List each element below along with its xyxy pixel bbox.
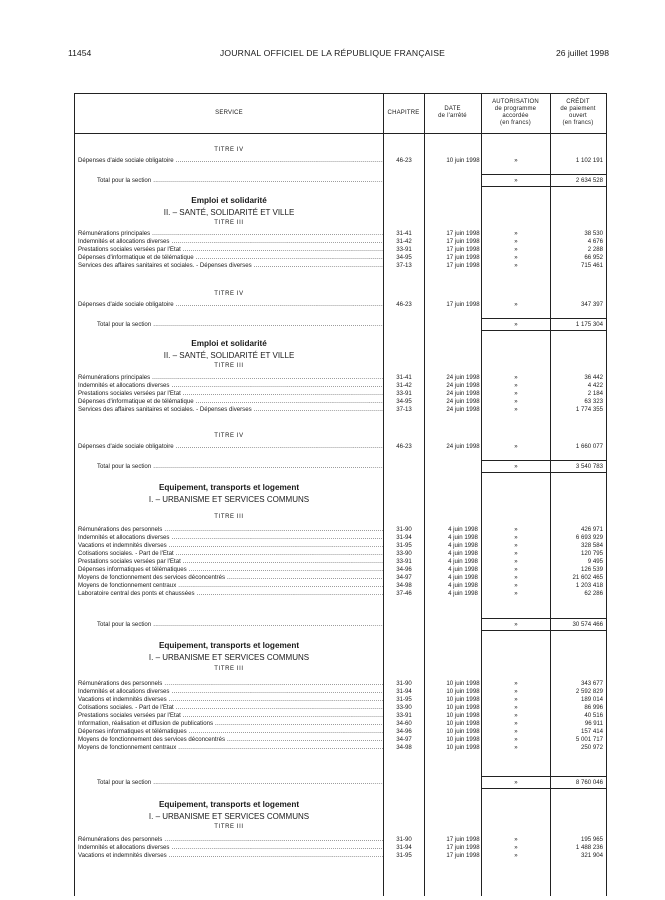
- total-rule: [481, 186, 606, 187]
- chapter-cell: 31-94: [396, 844, 412, 851]
- service-label: Moyens de fonctionnement des services déconcentrés .....: [78, 736, 383, 744]
- chapter-cell: 33-91: [396, 558, 412, 565]
- table-row: [75, 238, 606, 246]
- credit-cell: 38 530: [584, 230, 603, 237]
- credit-cell: 4 422: [587, 382, 603, 389]
- service-label: Dépenses informatiques et télématiques .....: [78, 728, 383, 736]
- date-cell: 4 juin 1998: [448, 558, 478, 565]
- authorization-cell: »: [514, 696, 518, 703]
- authorization-cell: »: [514, 321, 518, 328]
- column-header-label: CRÉDIT: [566, 99, 590, 105]
- credit-cell: 2 288: [587, 246, 603, 253]
- column-divider: [383, 94, 384, 896]
- chapter-cell: 46-23: [396, 301, 412, 308]
- chapter-cell: 34-95: [396, 398, 412, 405]
- chapter-cell: 33-90: [396, 550, 412, 557]
- authorization-cell: »: [514, 238, 518, 245]
- table-row: [75, 246, 606, 254]
- date-cell: 4 juin 1998: [448, 534, 478, 541]
- total-rule: [481, 472, 606, 473]
- date-cell: 17 juin 1998: [446, 230, 480, 237]
- chapter-cell: 31-90: [396, 836, 412, 843]
- date-cell: 17 juin 1998: [446, 238, 480, 245]
- authorization-cell: »: [514, 688, 518, 695]
- date-cell: 10 juin 1998: [446, 680, 480, 687]
- credit-cell: 6 693 929: [575, 534, 603, 541]
- table-row: [75, 844, 606, 852]
- authorization-cell: »: [514, 590, 518, 597]
- page-number: 11454: [68, 48, 92, 58]
- authorization-cell: »: [514, 398, 518, 405]
- credit-cell: 1 102 191: [575, 157, 603, 164]
- table-row: [75, 728, 606, 736]
- chapter-cell: 34-60: [396, 720, 412, 727]
- credit-cell: 1 774 355: [575, 406, 603, 413]
- date-cell: 17 juin 1998: [446, 844, 480, 851]
- chapter-cell: 31-95: [396, 696, 412, 703]
- table-row: [75, 836, 606, 844]
- credit-cell: 9 495: [587, 558, 603, 565]
- service-label: Rémunérations des personnels .....: [78, 526, 383, 534]
- chapter-cell: 34-96: [396, 566, 412, 573]
- titre-heading: TITRE III: [214, 666, 244, 672]
- table-row: [75, 550, 606, 558]
- authorization-cell: »: [514, 728, 518, 735]
- service-label: Dépenses d'informatique et de télématique .....: [78, 398, 383, 406]
- column-header-credit: [550, 94, 606, 132]
- date-cell: 4 juin 1998: [448, 590, 478, 597]
- credit-cell: 195 965: [580, 836, 603, 843]
- total-label: Total pour la section .....: [97, 177, 383, 185]
- total-label: Total pour la section .....: [97, 621, 383, 629]
- service-label: Cotisations sociales. - Part de l'Etat .....: [78, 704, 383, 712]
- date-cell: 17 juin 1998: [446, 262, 480, 269]
- column-header-chapitre: [383, 94, 424, 132]
- table-row: [75, 262, 606, 270]
- service-label: Services des affaires sanitaires et sociales. - Dépenses diverses .....: [78, 406, 383, 414]
- chapter-cell: 31-41: [396, 374, 412, 381]
- credit-cell: 62 286: [584, 590, 603, 597]
- section-heading: I. – URBANISME ET SERVICES COMMUNS: [148, 653, 310, 662]
- table-row: [75, 398, 606, 406]
- total-rule: [481, 788, 606, 789]
- titre-heading: TITRE III: [214, 220, 244, 226]
- date-cell: 24 juin 1998: [446, 398, 480, 405]
- service-label: Rémunérations principales .....: [78, 374, 383, 382]
- journal-title: JOURNAL OFFICIEL DE LA RÉPUBLIQUE FRANÇAISE: [219, 48, 446, 58]
- service-label: Vacations et indemnités diverses .....: [78, 696, 383, 704]
- column-header-date: [424, 94, 481, 132]
- column-header-label: de programme: [494, 106, 537, 112]
- service-label: Dépenses d'aide sociale obligatoire .....: [78, 443, 383, 451]
- chapter-cell: 37-13: [396, 406, 412, 413]
- total-row: [75, 779, 606, 787]
- table-row: [75, 526, 606, 534]
- date-cell: 10 juin 1998: [446, 736, 480, 743]
- authorization-cell: »: [514, 374, 518, 381]
- chapter-cell: 31-90: [396, 680, 412, 687]
- table-row: [75, 720, 606, 728]
- table-row: [75, 590, 606, 598]
- credit-cell: 2 634 528: [575, 177, 603, 184]
- column-header-label: SERVICE: [215, 109, 243, 116]
- credit-cell: 1 203 418: [575, 582, 603, 589]
- authorization-cell: »: [514, 779, 518, 786]
- chapter-cell: 31-42: [396, 238, 412, 245]
- authorization-cell: »: [514, 254, 518, 261]
- authorization-cell: »: [514, 534, 518, 541]
- table-row: [75, 374, 606, 382]
- authorization-cell: »: [514, 582, 518, 589]
- column-divider: [424, 94, 425, 896]
- service-label: Prestations sociales versées par l'Etat .....: [78, 390, 383, 398]
- authorization-cell: »: [514, 301, 518, 308]
- date-cell: 4 juin 1998: [448, 526, 478, 533]
- authorization-cell: »: [514, 574, 518, 581]
- table-row: [75, 582, 606, 590]
- date-cell: 24 juin 1998: [446, 390, 480, 397]
- service-label: Moyens de fonctionnement centraux .....: [78, 744, 383, 752]
- titre-heading: TITRE IV: [214, 433, 244, 439]
- chapter-cell: 46-23: [396, 443, 412, 450]
- service-label: Vacations et indemnités diverses .....: [78, 542, 383, 550]
- total-rule: [481, 776, 606, 777]
- total-rule: [481, 174, 606, 175]
- credit-cell: 21 602 465: [572, 574, 603, 581]
- authorization-cell: »: [514, 550, 518, 557]
- column-header-label: ouvert: [569, 113, 587, 119]
- service-label: Indemnités et allocations diverses .....: [78, 844, 383, 852]
- authorization-cell: »: [514, 382, 518, 389]
- service-label: Information, réalisation et diffusion de publications .....: [78, 720, 383, 728]
- table-row: [75, 406, 606, 414]
- service-label: Services des affaires sanitaires et sociales. - Dépenses diverses .....: [78, 262, 383, 270]
- authorization-cell: »: [514, 463, 518, 470]
- date-cell: 24 juin 1998: [446, 443, 480, 450]
- total-label: Total pour la section .....: [97, 321, 383, 329]
- section-heading: II. – SANTÉ, SOLIDARITÉ ET VILLE: [163, 208, 295, 217]
- column-header-label: DATE: [444, 106, 461, 112]
- authorization-cell: »: [514, 680, 518, 687]
- total-rule: [481, 618, 606, 619]
- date-cell: 4 juin 1998: [448, 574, 478, 581]
- authorization-cell: »: [514, 443, 518, 450]
- table-row: [75, 680, 606, 688]
- credit-cell: 63 323: [584, 398, 603, 405]
- credit-cell: 2 184: [587, 390, 603, 397]
- date-cell: 17 juin 1998: [446, 852, 480, 859]
- credit-cell: 66 952: [584, 254, 603, 261]
- ministry-heading: Emploi et solidarité: [191, 196, 267, 205]
- date-cell: 17 juin 1998: [446, 301, 480, 308]
- chapter-cell: 34-96: [396, 728, 412, 735]
- authorization-cell: »: [514, 526, 518, 533]
- table-row: [75, 534, 606, 542]
- credit-cell: 120 795: [580, 550, 603, 557]
- service-label: Prestations sociales versées par l'Etat .....: [78, 246, 383, 254]
- ministry-heading: Emploi et solidarité: [191, 339, 267, 348]
- date-cell: 10 juin 1998: [446, 704, 480, 711]
- table-row: [75, 558, 606, 566]
- date-cell: 10 juin 1998: [446, 688, 480, 695]
- date-cell: 17 juin 1998: [446, 254, 480, 261]
- table-row: [75, 566, 606, 574]
- authorization-cell: »: [514, 736, 518, 743]
- table-row: [75, 301, 606, 309]
- authorization-cell: »: [514, 246, 518, 253]
- authorization-cell: »: [514, 621, 518, 628]
- chapter-cell: 33-91: [396, 246, 412, 253]
- date-cell: 24 juin 1998: [446, 406, 480, 413]
- credit-cell: 426 971: [580, 526, 603, 533]
- titre-heading: TITRE IV: [214, 147, 244, 153]
- column-header-label: (en francs): [562, 120, 594, 126]
- table-row: [75, 230, 606, 238]
- titre-heading: TITRE III: [214, 824, 244, 830]
- credit-cell: 5 001 717: [575, 736, 603, 743]
- chapter-cell: 31-94: [396, 688, 412, 695]
- authorization-cell: »: [514, 852, 518, 859]
- titre-heading: TITRE IV: [214, 291, 244, 297]
- credit-cell: 250 972: [580, 744, 603, 751]
- date-cell: 10 juin 1998: [446, 157, 480, 164]
- titre-heading: TITRE III: [214, 363, 244, 369]
- total-row: [75, 621, 606, 629]
- service-label: Moyens de fonctionnement des services déconcentrés .....: [78, 574, 383, 582]
- credit-cell: 30 574 466: [572, 621, 603, 628]
- date-cell: 4 juin 1998: [448, 550, 478, 557]
- date-cell: 24 juin 1998: [446, 382, 480, 389]
- service-label: Laboratoire central des ponts et chaussées .....: [78, 590, 383, 598]
- chapter-cell: 33-91: [396, 390, 412, 397]
- date-cell: 4 juin 1998: [448, 542, 478, 549]
- credit-cell: 1 175 304: [575, 321, 603, 328]
- chapter-cell: 31-95: [396, 542, 412, 549]
- table-row: [75, 157, 606, 165]
- credit-cell: 96 911: [584, 720, 603, 727]
- credit-cell: 347 397: [580, 301, 603, 308]
- total-rule: [481, 318, 606, 319]
- total-row: [75, 177, 606, 185]
- table-row: [75, 443, 606, 451]
- authorization-cell: »: [514, 262, 518, 269]
- authorization-cell: »: [514, 558, 518, 565]
- table-row: [75, 574, 606, 582]
- credit-cell: 1 660 077: [575, 443, 603, 450]
- date-cell: 10 juin 1998: [446, 720, 480, 727]
- service-label: Cotisations sociales. - Part de l'Etat .....: [78, 550, 383, 558]
- service-label: Vacations et indemnités diverses .....: [78, 852, 383, 860]
- date-cell: 4 juin 1998: [448, 582, 478, 589]
- credit-cell: 86 996: [584, 704, 603, 711]
- date-cell: 10 juin 1998: [446, 696, 480, 703]
- chapter-cell: 34-97: [396, 736, 412, 743]
- column-header-label: accordée: [502, 113, 529, 119]
- authorization-cell: »: [514, 712, 518, 719]
- chapter-cell: 31-41: [396, 230, 412, 237]
- section-heading: I. – URBANISME ET SERVICES COMMUNS: [148, 812, 310, 821]
- credit-cell: 8 760 046: [575, 779, 603, 786]
- authorization-cell: »: [514, 177, 518, 184]
- service-label: Moyens de fonctionnement centraux .....: [78, 582, 383, 590]
- service-label: Prestations sociales versées par l'Etat .....: [78, 712, 383, 720]
- credit-cell: 328 584: [580, 542, 603, 549]
- table-row: [75, 736, 606, 744]
- service-label: Indemnités et allocations diverses .....: [78, 688, 383, 696]
- total-rule: [481, 460, 606, 461]
- credit-cell: 1 488 236: [575, 844, 603, 851]
- date-cell: 4 juin 1998: [448, 566, 478, 573]
- credit-cell: 715 461: [580, 262, 603, 269]
- chapter-cell: 34-95: [396, 254, 412, 261]
- table-row: [75, 704, 606, 712]
- service-label: Indemnités et allocations diverses .....: [78, 382, 383, 390]
- chapter-cell: 33-91: [396, 712, 412, 719]
- table-row: [75, 744, 606, 752]
- ministry-heading: Equipement, transports et logement: [158, 800, 300, 809]
- column-header-label: AUTORISATION: [492, 99, 539, 105]
- service-label: Indemnités et allocations diverses .....: [78, 534, 383, 542]
- chapter-cell: 31-95: [396, 852, 412, 859]
- total-row: [75, 463, 606, 471]
- table-row: [75, 254, 606, 262]
- total-rule: [481, 330, 606, 331]
- service-label: Dépenses d'aide sociale obligatoire .....: [78, 301, 383, 309]
- table-row: [75, 852, 606, 860]
- service-label: Prestations sociales versées par l'Etat .....: [78, 558, 383, 566]
- chapter-cell: 31-90: [396, 526, 412, 533]
- service-label: Indemnités et allocations diverses .....: [78, 238, 383, 246]
- total-row: [75, 321, 606, 329]
- authorization-cell: »: [514, 230, 518, 237]
- authorization-cell: »: [514, 836, 518, 843]
- credit-cell: 321 904: [580, 852, 603, 859]
- chapter-cell: 34-98: [396, 582, 412, 589]
- credit-cell: 40 516: [584, 712, 603, 719]
- authorization-cell: »: [514, 844, 518, 851]
- authorization-cell: »: [514, 720, 518, 727]
- table-row: [75, 696, 606, 704]
- chapter-cell: 34-98: [396, 744, 412, 751]
- table-row: [75, 390, 606, 398]
- column-header-label: (en francs): [500, 120, 531, 126]
- credit-cell: 2 592 829: [575, 688, 603, 695]
- date-cell: 17 juin 1998: [446, 246, 480, 253]
- chapter-cell: 37-13: [396, 262, 412, 269]
- date-cell: 10 juin 1998: [446, 728, 480, 735]
- table-row: [75, 542, 606, 550]
- date-cell: 24 juin 1998: [446, 374, 480, 381]
- table-row: [75, 712, 606, 720]
- column-header-autorisation: [481, 94, 550, 132]
- credit-cell: 126 539: [580, 566, 603, 573]
- total-rule: [481, 630, 606, 631]
- credit-cell: 3 540 783: [575, 463, 603, 470]
- column-header-label: de paiement: [560, 106, 596, 112]
- authorization-cell: »: [514, 157, 518, 164]
- chapter-cell: 34-97: [396, 574, 412, 581]
- issue-date: 26 juillet 1998: [555, 48, 609, 58]
- titre-heading: TITRE III: [214, 514, 244, 520]
- authorization-cell: »: [514, 704, 518, 711]
- authorization-cell: »: [514, 744, 518, 751]
- column-header-label: de l'arrêté: [438, 113, 467, 119]
- column-header-label: CHAPITRE: [387, 109, 420, 116]
- service-label: Rémunérations des personnels .....: [78, 680, 383, 688]
- credit-cell: 189 014: [580, 696, 603, 703]
- date-cell: 17 juin 1998: [446, 836, 480, 843]
- chapter-cell: 46-23: [396, 157, 412, 164]
- column-header-service: [75, 94, 383, 132]
- credit-cell: 4 676: [587, 238, 603, 245]
- credits-table: [74, 93, 607, 896]
- date-cell: 10 juin 1998: [446, 744, 480, 751]
- section-heading: II. – SANTÉ, SOLIDARITÉ ET VILLE: [163, 351, 295, 360]
- authorization-cell: »: [514, 542, 518, 549]
- service-label: Rémunérations principales .....: [78, 230, 383, 238]
- chapter-cell: 37-46: [396, 590, 412, 597]
- date-cell: 10 juin 1998: [446, 712, 480, 719]
- chapter-cell: 33-90: [396, 704, 412, 711]
- service-label: Dépenses d'informatique et de télématique .....: [78, 254, 383, 262]
- chapter-cell: 31-94: [396, 534, 412, 541]
- ministry-heading: Equipement, transports et logement: [158, 641, 300, 650]
- service-label: Dépenses informatiques et télématiques .....: [78, 566, 383, 574]
- credit-cell: 343 677: [580, 680, 603, 687]
- credit-cell: 36 442: [584, 374, 603, 381]
- credit-cell: 157 414: [580, 728, 603, 735]
- header-rule: [75, 133, 606, 134]
- chapter-cell: 31-42: [396, 382, 412, 389]
- authorization-cell: »: [514, 406, 518, 413]
- table-row: [75, 688, 606, 696]
- authorization-cell: »: [514, 390, 518, 397]
- section-heading: I. – URBANISME ET SERVICES COMMUNS: [148, 495, 310, 504]
- total-label: Total pour la section .....: [97, 463, 383, 471]
- service-label: Dépenses d'aide sociale obligatoire .....: [78, 157, 383, 165]
- service-label: Rémunérations des personnels .....: [78, 836, 383, 844]
- authorization-cell: »: [514, 566, 518, 573]
- ministry-heading: Equipement, transports et logement: [158, 483, 300, 492]
- total-label: Total pour la section .....: [97, 779, 383, 787]
- table-row: [75, 382, 606, 390]
